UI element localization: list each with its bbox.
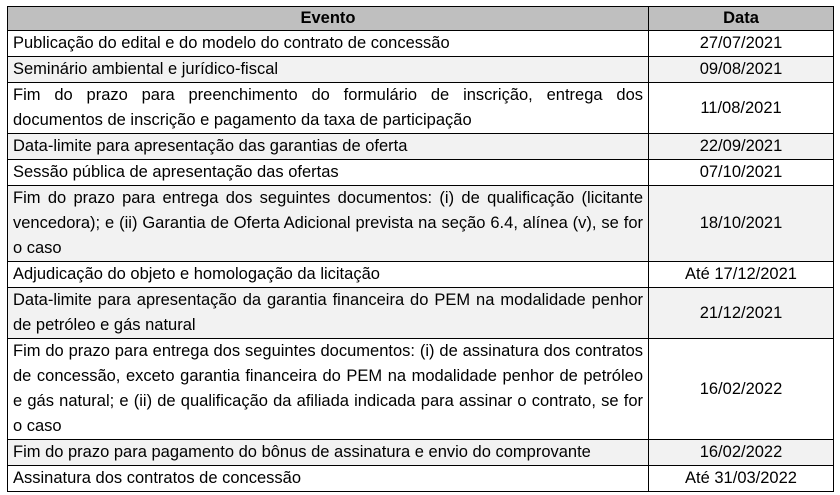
- event-cell: Data-limite para apresentação das garantias de oferta: [8, 134, 649, 160]
- date-cell: 18/10/2021: [649, 186, 834, 262]
- table-row: [8, 288, 834, 339]
- column-header-event: Evento: [8, 7, 649, 31]
- table-header-row: [8, 7, 834, 31]
- event-cell: Adjudicação do objeto e homologação da licitação: [8, 262, 649, 288]
- table-row: [8, 262, 834, 288]
- date-cell: 16/02/2022: [649, 440, 834, 466]
- event-cell: Sessão pública de apresentação das ofertas: [8, 160, 649, 186]
- event-cell: Assinatura dos contratos de concessão: [8, 466, 649, 492]
- date-cell: Até 31/03/2022: [649, 466, 834, 492]
- event-cell: Fim do prazo para preenchimento do formulário de inscrição, entrega dos documentos de inscrição e pagamento da taxa de participação: [8, 83, 649, 134]
- date-cell: 11/08/2021: [649, 83, 834, 134]
- event-cell: Publicação do edital e do modelo do contrato de concessão: [8, 31, 649, 57]
- table-row: [8, 57, 834, 83]
- date-cell: 27/07/2021: [649, 31, 834, 57]
- event-cell: Fim do prazo para pagamento do bônus de assinatura e envio do comprovante: [8, 440, 649, 466]
- table-row: [8, 31, 834, 57]
- table-body: [8, 31, 834, 492]
- date-cell: 22/09/2021: [649, 134, 834, 160]
- event-cell: Fim do prazo para entrega dos seguintes documentos: (i) de assinatura dos contratos de concessão, exceto garantia financeira do PEM na modalidade penhor de petróleo e gás natural; e (ii) de qualificação da afiliada indicada para assinar o contrato, se for o caso: [8, 339, 649, 440]
- event-cell: Seminário ambiental e jurídico-fiscal: [8, 57, 649, 83]
- table-row: [8, 186, 834, 262]
- date-cell: Até 17/12/2021: [649, 262, 834, 288]
- table-row: [8, 83, 834, 134]
- date-cell: 07/10/2021: [649, 160, 834, 186]
- column-header-date: Data: [649, 7, 834, 31]
- event-cell: Fim do prazo para entrega dos seguintes documentos: (i) de qualificação (licitante vencedora); e (ii) Garantia de Oferta Adicional prevista na seção 6.4, alínea (v), se for o caso: [8, 186, 649, 262]
- date-cell: 16/02/2022: [649, 339, 834, 440]
- table-row: [8, 466, 834, 492]
- event-cell: Data-limite para apresentação da garantia financeira do PEM na modalidade penhor de petróleo e gás natural: [8, 288, 649, 339]
- table-row: [8, 440, 834, 466]
- table-row: [8, 160, 834, 186]
- table-row: [8, 134, 834, 160]
- date-cell: 21/12/2021: [649, 288, 834, 339]
- table-row: [8, 339, 834, 440]
- date-cell: 09/08/2021: [649, 57, 834, 83]
- schedule-table: [7, 6, 834, 492]
